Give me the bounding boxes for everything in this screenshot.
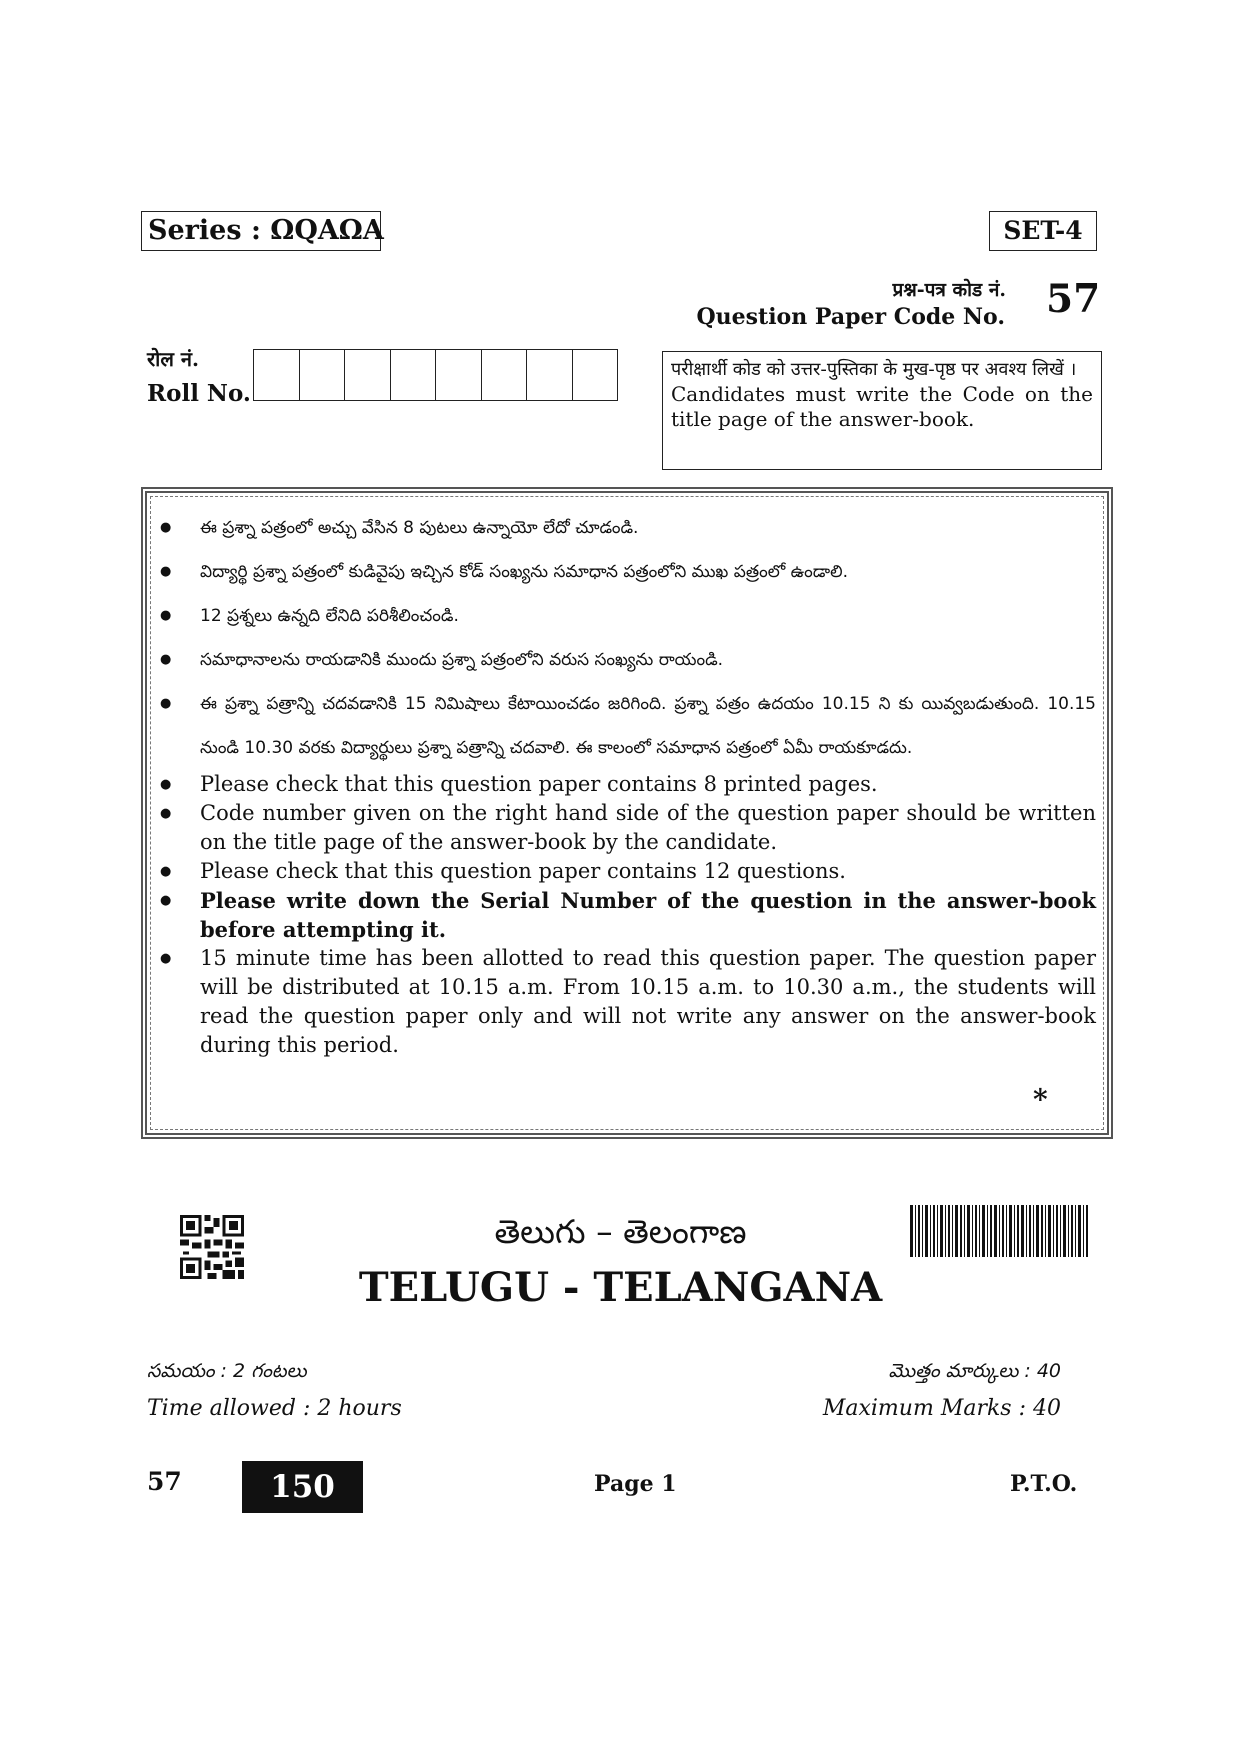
roll-digit-box[interactable] bbox=[345, 349, 391, 401]
roll-digit-box[interactable] bbox=[527, 349, 573, 401]
barcode-icon bbox=[910, 1205, 1088, 1257]
instructions-list bbox=[160, 506, 1096, 1060]
footer-box-number: 150 bbox=[242, 1461, 363, 1513]
qr-code-icon bbox=[180, 1215, 244, 1279]
instruction-item: ● 12 ప్రశ్నలు ఉన్నది లేనిది పరిశీలించండి. bbox=[160, 594, 1096, 638]
footer-code: 57 bbox=[147, 1467, 182, 1496]
roll-label: Roll No. bbox=[147, 380, 251, 407]
time-allowed: Time allowed : 2 hours bbox=[147, 1396, 402, 1421]
qp-code: 57 bbox=[1046, 276, 1101, 322]
qp-code-label-hindi: प्रश्न-पत्र कोड नं. bbox=[892, 279, 1006, 301]
roll-digit-box[interactable] bbox=[391, 349, 437, 401]
candidate-note-english: Candidates must write the Code on the title page of the answer-book. bbox=[671, 382, 1093, 431]
qp-code-label: Question Paper Code No. bbox=[696, 304, 1005, 330]
max-marks: Maximum Marks : 40 bbox=[822, 1396, 1061, 1421]
time-allowed-telugu: సమయం : 2 గంటలు bbox=[147, 1360, 307, 1382]
instruction-item: ● Please check that this question paper contains 12 questions. bbox=[160, 857, 1096, 886]
series-label: Series : ΩQAΩA bbox=[141, 211, 381, 251]
instruction-item: ● 15 minute time has been allotted to read this question paper. The question paper will be distributed at 10.15 a.m. From 10.15 a.m. to 10.30 a.m., the students will read the question paper only and will not write any answer on the answer-book during this period. bbox=[160, 944, 1096, 1060]
page-number: Page 1 bbox=[594, 1471, 677, 1497]
roll-digit-box[interactable] bbox=[573, 349, 619, 401]
roll-digit-box[interactable] bbox=[436, 349, 482, 401]
roll-digit-box[interactable] bbox=[482, 349, 528, 401]
instruction-item: ● ఈ ప్రశ్నా పత్రాన్ని చదవడానికి 15 నిమిషాలు కేటాయించడం జరిగింది. ప్రశ్నా పత్రం ఉదయం 10.15 ని కు యివ్వబడుతుంది. 10.15 నుండి 10.30 వరకు విద్యార్థులు ప్రశ్నా పత్రాన్ని చదవాలి. ఈ కాలంలో సమాధాన పత్రంలో ఏమీ రాయకూడదు. bbox=[160, 682, 1096, 770]
instruction-item: ● సమాధానాలను రాయడానికి ముందు ప్రశ్నా పత్రంలోని వరుస సంఖ్యను రాయండి. bbox=[160, 638, 1096, 682]
subject-title-telugu: తెలుగు – తెలంగాణ bbox=[494, 1212, 747, 1251]
set-label: SET-4 bbox=[989, 211, 1097, 251]
instruction-item: ● Code number given on the right hand side of the question paper should be written on the title page of the answer-book by the candidate. bbox=[160, 799, 1096, 857]
instruction-item: ● Please write down the Serial Number of the question in the answer-book before attempting it. bbox=[160, 886, 1096, 944]
candidate-note-hindi: परीक्षार्थी कोड को उत्तर-पुस्तिका के मुख-पृष्ठ पर अवश्य लिखें । bbox=[671, 359, 1077, 380]
instruction-item: ● ఈ ప్రశ్నా పత్రంలో అచ్చు వేసిన 8 పుటలు ఉన్నాయో లేదో చూడండి. bbox=[160, 506, 1096, 550]
instruction-item: ● విద్యార్థి ప్రశ్నా పత్రంలో కుడివైపు ఇచ్చిన కోడ్ సంఖ్యను సమాధాన పత్రంలోని ముఖ పత్రంలో ఉండాలి. bbox=[160, 550, 1096, 594]
candidate-note-box bbox=[662, 351, 1102, 470]
roll-digit-box[interactable] bbox=[254, 349, 300, 401]
star-mark: * bbox=[1033, 1083, 1048, 1116]
instruction-item: ● Please check that this question paper contains 8 printed pages. bbox=[160, 770, 1096, 799]
roll-digit-box[interactable] bbox=[300, 349, 346, 401]
roll-label-hindi: रोल नं. bbox=[147, 347, 199, 371]
roll-number-boxes[interactable] bbox=[253, 349, 618, 401]
subject-title: TELUGU - TELANGANA bbox=[358, 1264, 883, 1311]
pto-label: P.T.O. bbox=[1010, 1471, 1078, 1497]
max-marks-telugu: మొత్తం మార్కులు : 40 bbox=[888, 1360, 1061, 1382]
